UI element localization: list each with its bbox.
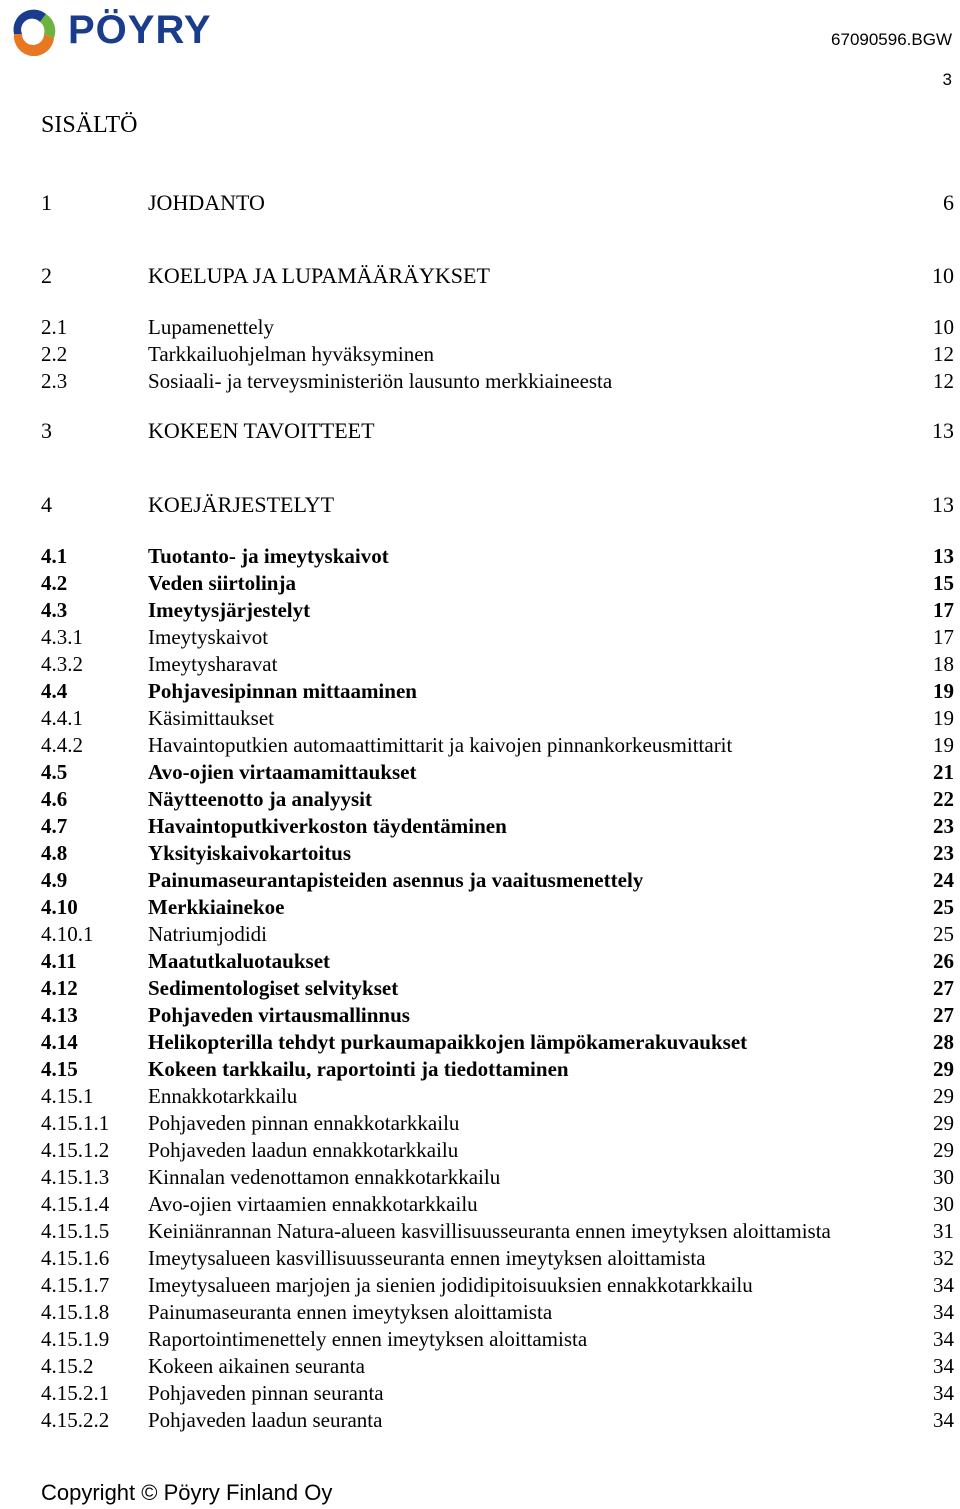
toc-entry-number: 4.1 <box>41 544 68 568</box>
toc-entry[interactable] <box>41 492 954 518</box>
toc-entry-number: 4.15.1.7 <box>41 1273 110 1297</box>
toc-entry-page: 19 <box>933 679 954 703</box>
toc-entry-title: Pohjaveden pinnan seuranta <box>148 1381 384 1405</box>
toc-entry-page: 13 <box>932 418 954 443</box>
toc-entry[interactable] <box>41 341 954 367</box>
toc-entry-number: 4.4.2 <box>41 733 83 757</box>
toc-entry[interactable] <box>41 1137 954 1163</box>
toc-entry-number: 4.15.2.1 <box>41 1381 110 1405</box>
toc-entry[interactable] <box>41 786 954 812</box>
toc-entry-number: 4.2 <box>41 571 68 595</box>
toc-entry-number: 4.4 <box>41 679 68 703</box>
toc-entry-title: Yksityiskaivokartoitus <box>148 841 352 865</box>
toc-entry-title: Imeytyskaivot <box>148 625 269 649</box>
toc-entry-number: 4.15.1.1 <box>41 1111 110 1135</box>
toc-entry-title: Imeytysalueen kasvillisuusseuranta ennen imeytyksen aloittamista <box>148 1246 706 1270</box>
toc-entry-title: Painumaseurantapisteiden asennus ja vaaitusmenettely <box>148 868 644 892</box>
toc-entry-page: 12 <box>933 369 954 393</box>
toc-entry-page: 29 <box>933 1138 954 1162</box>
toc-entry[interactable] <box>41 1272 954 1298</box>
toc-entry[interactable] <box>41 1110 954 1136</box>
toc-entry-number: 4.6 <box>41 787 68 811</box>
toc-entry-title: Natriumjodidi <box>148 922 267 946</box>
poyry-logo-icon <box>6 4 62 56</box>
toc-heading: SISÄLTÖ <box>41 112 138 138</box>
toc-entry[interactable] <box>41 759 954 785</box>
toc-entry-page: 13 <box>932 492 954 517</box>
toc-entry-page: 17 <box>933 625 954 649</box>
toc-entry[interactable] <box>41 1380 954 1406</box>
toc-entry-page: 34 <box>933 1300 954 1324</box>
toc-entry-page: 19 <box>933 733 954 757</box>
toc-entry-page: 10 <box>932 263 954 288</box>
toc-entry[interactable] <box>41 1245 954 1271</box>
toc-entry-number: 4.15.1 <box>41 1084 94 1108</box>
toc-entry[interactable] <box>41 651 954 677</box>
toc-entry-number: 4.11 <box>41 949 77 973</box>
toc-entry-number: 4.9 <box>41 868 68 892</box>
toc-entry-title: Sosiaali- ja terveysministeriön lausunto merkkiaineesta <box>148 369 613 393</box>
toc-entry-title: Pohjavesipinnan mittaaminen <box>148 679 417 703</box>
toc-entry[interactable] <box>41 1002 954 1028</box>
toc-entry-page: 34 <box>933 1408 954 1432</box>
toc-entry-number: 4.4.1 <box>41 706 83 730</box>
toc-entry-title: Sedimentologiset selvitykset <box>148 976 399 1000</box>
toc-entry-title: Tarkkailuohjelman hyväksyminen <box>148 342 435 366</box>
toc-entry-title: Käsimittaukset <box>148 706 274 730</box>
toc-entry-page: 28 <box>933 1030 954 1054</box>
toc-entry-title: Tuotanto- ja imeytyskaivot <box>148 544 389 568</box>
toc-entry[interactable] <box>41 1407 954 1433</box>
toc-entry[interactable] <box>41 1056 954 1082</box>
toc-entry[interactable] <box>41 418 954 444</box>
toc-entry[interactable] <box>41 921 954 947</box>
toc-entry[interactable] <box>41 1191 954 1217</box>
toc-entry-title: Kokeen aikainen seuranta <box>148 1354 365 1378</box>
page-number: 3 <box>942 70 952 89</box>
toc-entry-number: 1 <box>41 190 52 215</box>
toc-entry-title: Kokeen tarkkailu, raportointi ja tiedottaminen <box>148 1057 569 1081</box>
toc-entry[interactable] <box>41 1326 954 1352</box>
toc-entry-title: Pohjaveden virtausmallinnus <box>148 1003 410 1027</box>
toc-entry-page: 29 <box>933 1057 954 1081</box>
toc-entry-number: 4 <box>41 492 52 517</box>
toc-entry-title: Imeytysalueen marjojen ja sienien jodidipitoisuuksien ennakkotarkkailu <box>148 1273 753 1297</box>
toc-entry[interactable] <box>41 1029 954 1055</box>
toc-entry[interactable] <box>41 368 954 394</box>
toc-entry-number: 4.13 <box>41 1003 78 1027</box>
toc-entry-title: Painumaseuranta ennen imeytyksen aloittamista <box>148 1300 553 1324</box>
toc-entry-page: 6 <box>943 190 954 215</box>
toc-entry-title: Merkkiainekoe <box>148 895 285 919</box>
toc-entry-title: Avo-ojien virtaamamittaukset <box>148 760 417 784</box>
toc-entry[interactable] <box>41 894 954 920</box>
toc-entry[interactable] <box>41 314 954 340</box>
toc-entry-number: 4.15.1.3 <box>41 1165 110 1189</box>
toc-entry[interactable] <box>41 543 954 569</box>
toc-entry-page: 34 <box>933 1354 954 1378</box>
toc-entry-number: 2.2 <box>41 342 68 366</box>
toc-entry-title: Helikopterilla tehdyt purkaumapaikkojen lämpökamerakuvaukset <box>148 1030 748 1054</box>
toc-entry-title: Pohjaveden laadun seuranta <box>148 1408 383 1432</box>
toc-entry[interactable] <box>41 813 954 839</box>
toc-entry-number: 4.15.1.4 <box>41 1192 110 1216</box>
toc-entry-page: 25 <box>933 922 954 946</box>
toc-entry-number: 4.15.1.6 <box>41 1246 110 1270</box>
toc-entry[interactable] <box>41 1299 954 1325</box>
toc-entry-number: 4.3.1 <box>41 625 83 649</box>
toc-entry[interactable] <box>41 948 954 974</box>
toc-entry-title: Pohjaveden pinnan ennakkotarkkailu <box>148 1111 460 1135</box>
toc-entry[interactable] <box>41 597 954 623</box>
toc-entry-title: Ennakkotarkkailu <box>148 1084 298 1108</box>
toc-entry[interactable] <box>41 975 954 1001</box>
toc-entry-page: 23 <box>933 814 954 838</box>
toc-entry-page: 23 <box>933 841 954 865</box>
toc-entry-page: 34 <box>933 1327 954 1351</box>
toc-entry-page: 30 <box>933 1165 954 1189</box>
toc-entry-number: 3 <box>41 418 52 443</box>
toc-entry[interactable] <box>41 867 954 893</box>
toc-entry-page: 10 <box>933 315 954 339</box>
toc-entry-number: 4.15.2 <box>41 1354 94 1378</box>
toc-entry-number: 2.1 <box>41 315 68 339</box>
toc-entry-page: 29 <box>933 1111 954 1135</box>
toc-entry-number: 4.15.1.8 <box>41 1300 110 1324</box>
toc-entry-title: Imeytysjärjestelyt <box>148 598 311 622</box>
toc-entry-number: 2 <box>41 263 52 288</box>
toc-entry[interactable] <box>41 624 954 650</box>
toc-entry-page: 30 <box>933 1192 954 1216</box>
toc-entry-page: 15 <box>933 571 954 595</box>
toc-entry-title: Kinnalan vedenottamon ennakkotarkkailu <box>148 1165 501 1189</box>
toc-entry-page: 25 <box>933 895 954 919</box>
toc-entry-number: 4.15.2.2 <box>41 1408 110 1432</box>
toc-entry-number: 4.5 <box>41 760 68 784</box>
toc-entry[interactable] <box>41 263 954 289</box>
toc-entry-number: 4.15.1.5 <box>41 1219 110 1243</box>
toc-entry-page: 29 <box>933 1084 954 1108</box>
toc-entry-number: 4.15.1.9 <box>41 1327 110 1351</box>
toc-entry-title: KOELUPA JA LUPAMÄÄRÄYKSET <box>148 263 490 288</box>
toc-entry-page: 12 <box>933 342 954 366</box>
toc-entry-page: 26 <box>933 949 954 973</box>
toc-entry-page: 18 <box>933 652 954 676</box>
toc-entry-number: 4.8 <box>41 841 68 865</box>
toc-entry-title: Lupamenettely <box>148 315 274 339</box>
toc-entry-page: 22 <box>933 787 954 811</box>
copyright-footer: Copyright © Pöyry Finland Oy <box>41 1480 333 1505</box>
toc-entry-title: Havaintoputkien automaattimittarit ja kaivojen pinnankorkeusmittarit <box>148 733 733 757</box>
toc-entry[interactable] <box>41 1353 954 1379</box>
toc-entry-number: 4.3 <box>41 598 68 622</box>
toc-entry-title: Avo-ojien virtaamien ennakkotarkkailu <box>148 1192 478 1216</box>
toc-entry-title: Imeytysharavat <box>148 652 278 676</box>
toc-entry-page: 32 <box>933 1246 954 1270</box>
toc-entry-page: 31 <box>933 1219 954 1243</box>
toc-entry-number: 4.15 <box>41 1057 78 1081</box>
toc-entry-page: 27 <box>933 976 954 1000</box>
toc-entry[interactable] <box>41 1083 954 1109</box>
toc-entry-title: KOEJÄRJESTELYT <box>148 492 335 517</box>
toc-entry-number: 4.7 <box>41 814 68 838</box>
toc-entry-number: 2.3 <box>41 369 68 393</box>
toc-entry-title: Havaintoputkiverkoston täydentäminen <box>148 814 507 838</box>
toc-entry-title: Veden siirtolinja <box>148 571 296 595</box>
toc-entry-title: KOKEEN TAVOITTEET <box>148 418 375 443</box>
toc-entry-number: 4.14 <box>41 1030 78 1054</box>
toc-entry-page: 34 <box>933 1381 954 1405</box>
toc-entry-title: Maatutkaluotaukset <box>148 949 331 973</box>
document-id: 67090596.BGW <box>831 30 952 49</box>
toc-entry-number: 4.15.1.2 <box>41 1138 110 1162</box>
toc-entry-page: 17 <box>933 598 954 622</box>
toc-entry-number: 4.10 <box>41 895 78 919</box>
company-logo <box>6 4 266 56</box>
toc-entry[interactable] <box>41 705 954 731</box>
toc-entry-page: 24 <box>933 868 954 892</box>
toc-entry-page: 27 <box>933 1003 954 1027</box>
toc-entry[interactable] <box>41 570 954 596</box>
toc-entry-number: 4.10.1 <box>41 922 94 946</box>
toc-entry-title: JOHDANTO <box>148 190 265 215</box>
toc-entry[interactable] <box>41 840 954 866</box>
toc-entry-page: 13 <box>933 544 954 568</box>
toc-entry-title: Keiniänrannan Natura-alueen kasvillisuusseuranta ennen imeytyksen aloittamista <box>148 1219 831 1243</box>
toc-entry-number: 4.3.2 <box>41 652 83 676</box>
toc-entry[interactable] <box>41 678 954 704</box>
toc-entry[interactable] <box>41 190 954 216</box>
toc-entry[interactable] <box>41 732 954 758</box>
logo-wordmark: PÖYRY <box>68 8 212 52</box>
toc-entry-title: Näytteenotto ja analyysit <box>148 787 372 811</box>
toc-entry[interactable] <box>41 1164 954 1190</box>
toc-entry-number: 4.12 <box>41 976 78 1000</box>
toc-entry-page: 34 <box>933 1273 954 1297</box>
toc-entry-title: Pohjaveden laadun ennakkotarkkailu <box>148 1138 459 1162</box>
toc-entry-page: 19 <box>933 706 954 730</box>
toc-entry-title: Raportointimenettely ennen imeytyksen aloittamista <box>148 1327 588 1351</box>
toc-entry-page: 21 <box>933 760 954 784</box>
toc-entry[interactable] <box>41 1218 954 1244</box>
